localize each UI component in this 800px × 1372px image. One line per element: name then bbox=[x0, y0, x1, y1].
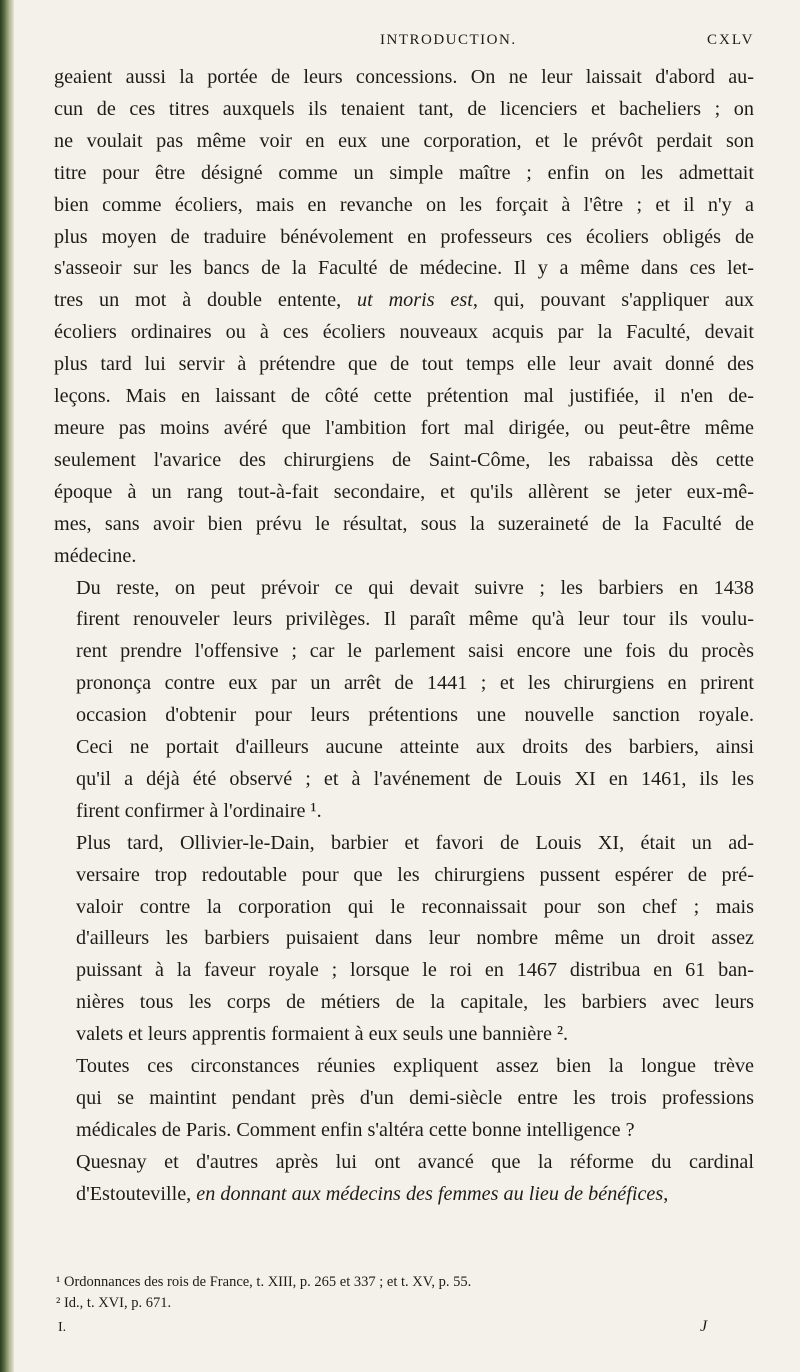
text-line: Plus tard, Ollivier-le-Dain, barbier et favori de Louis XI, était un ad- bbox=[76, 831, 754, 854]
paragraph bbox=[54, 1051, 754, 1147]
text-line: Du reste, on peut prévoir ce qui devait suivre ; les barbiers en 1438 bbox=[76, 576, 754, 599]
paragraph bbox=[54, 62, 754, 573]
text-line: époque à un rang tout-à-fait secondaire, et qu'ils allèrent se jeter eux-mê- bbox=[54, 480, 754, 503]
text-line: plus moyen de traduire bénévolement en professeurs ces écoliers obligés de bbox=[54, 225, 754, 248]
footnote-1: ¹ Ordonnances des rois de France, t. XIII, p. 265 et 337 ; et t. XV, p. 55. bbox=[56, 1274, 472, 1290]
text-line: occasion d'obtenir pour leurs prétentions une nouvelle sanction royale. bbox=[76, 704, 754, 727]
footnote-2: ² Id., t. XVI, p. 671. bbox=[56, 1295, 172, 1311]
text-line: meure pas moins avéré que l'ambition fort mal dirigée, ou peut-être même bbox=[54, 416, 754, 439]
text-line: d'Estouteville, en donnant aux médecins des femmes au lieu de bénéfices, bbox=[76, 1182, 669, 1205]
text-line: puissant à la faveur royale ; lorsque le roi en 1467 distribua en 61 ban- bbox=[76, 959, 754, 982]
text-line: Toutes ces circonstances réunies expliquent assez bien la longue trève bbox=[76, 1055, 754, 1078]
text-line: nières tous les corps de métiers de la capitale, les barbiers avec leurs bbox=[76, 991, 754, 1014]
text-line: Ceci ne portait d'ailleurs aucune atteinte aux droits des barbiers, ainsi bbox=[76, 736, 754, 759]
text-line: prononça contre eux par un arrêt de 1441 ; et les chirurgiens en prirent bbox=[76, 672, 754, 695]
signature-mark: I. bbox=[58, 1320, 67, 1335]
text-line: Quesnay et d'autres après lui ont avancé que la réforme du cardinal bbox=[76, 1150, 754, 1173]
paragraph bbox=[54, 1147, 754, 1211]
text-line: qui se maintint pendant près d'un demi-siècle entre les trois professions bbox=[76, 1087, 754, 1109]
text-line: écoliers ordinaires ou à ces écoliers nouveaux acquis par la Faculté, devait bbox=[54, 321, 754, 344]
text-line: d'ailleurs les barbiers puisaient dans leur nombre même un droit assez bbox=[76, 927, 754, 950]
text-line: médecine. bbox=[54, 544, 137, 567]
text-line: leçons. Mais en laissant de côté cette prétention mal justifiée, il n'en de- bbox=[54, 385, 754, 408]
stray-mark: J bbox=[700, 1318, 708, 1335]
text-line: qu'il a déjà été observé ; et à l'avénement de Louis XI en 1461, ils les bbox=[76, 767, 754, 790]
text-line: mes, sans avoir bien prévu le résultat, sous la suzeraineté de la Faculté de bbox=[54, 512, 754, 535]
text-line: bien comme écoliers, mais en revanche on les forçait à l'être ; et il n'y a bbox=[54, 193, 754, 216]
text-line: titre pour être désigné comme un simple maître ; enfin on les admettait bbox=[54, 161, 754, 184]
running-head: INTRODUCTION. bbox=[380, 32, 517, 48]
text-line: médicales de Paris. Comment enfin s'altéra cette bonne intelligence ? bbox=[76, 1118, 635, 1141]
text-line: seulement l'avarice des chirurgiens de Saint-Côme, les rabaissa dès cette bbox=[54, 448, 754, 471]
text-line: geaient aussi la portée de leurs concessions. On ne leur laissait d'abord au- bbox=[54, 66, 754, 88]
body-text bbox=[54, 62, 754, 1211]
footnotes bbox=[56, 1272, 756, 1314]
text-line: cun de ces titres auxquels ils tenaient tant, de licenciers et bacheliers ; on bbox=[54, 97, 754, 120]
text-line: ne voulait pas même voir en eux une corporation, et le prévôt perdait son bbox=[54, 129, 754, 152]
text-line: valoir contre la corporation qui le reconnaissait pour son chef ; mais bbox=[76, 895, 754, 918]
text-line: plus tard lui servir à prétendre que de tout temps elle leur avait donné des bbox=[54, 353, 754, 376]
text-line: tres un mot à double entente, ut moris est, qui, pouvant s'appliquer aux bbox=[54, 289, 755, 312]
paragraph bbox=[54, 573, 754, 828]
text-line: firent renouveler leurs privilèges. Il paraît même qu'à leur tour ils voulu- bbox=[76, 608, 754, 631]
text-line: valets et leurs apprentis formaient à eux seuls une bannière ². bbox=[76, 1023, 569, 1046]
text-line: rent prendre l'offensive ; car le parlement saisi encore une fois du procès bbox=[76, 640, 754, 663]
page-number: CXLV bbox=[707, 32, 755, 48]
text-line: firent confirmer à l'ordinaire ¹. bbox=[76, 799, 322, 822]
page-header bbox=[0, 32, 800, 52]
text-line: versaire trop redoutable pour que les chirurgiens pussent espérer de pré- bbox=[76, 863, 754, 886]
text-line: s'asseoir sur les bancs de la Faculté de médecine. Il y a même dans ces let- bbox=[54, 257, 754, 280]
paragraph bbox=[54, 828, 754, 1051]
